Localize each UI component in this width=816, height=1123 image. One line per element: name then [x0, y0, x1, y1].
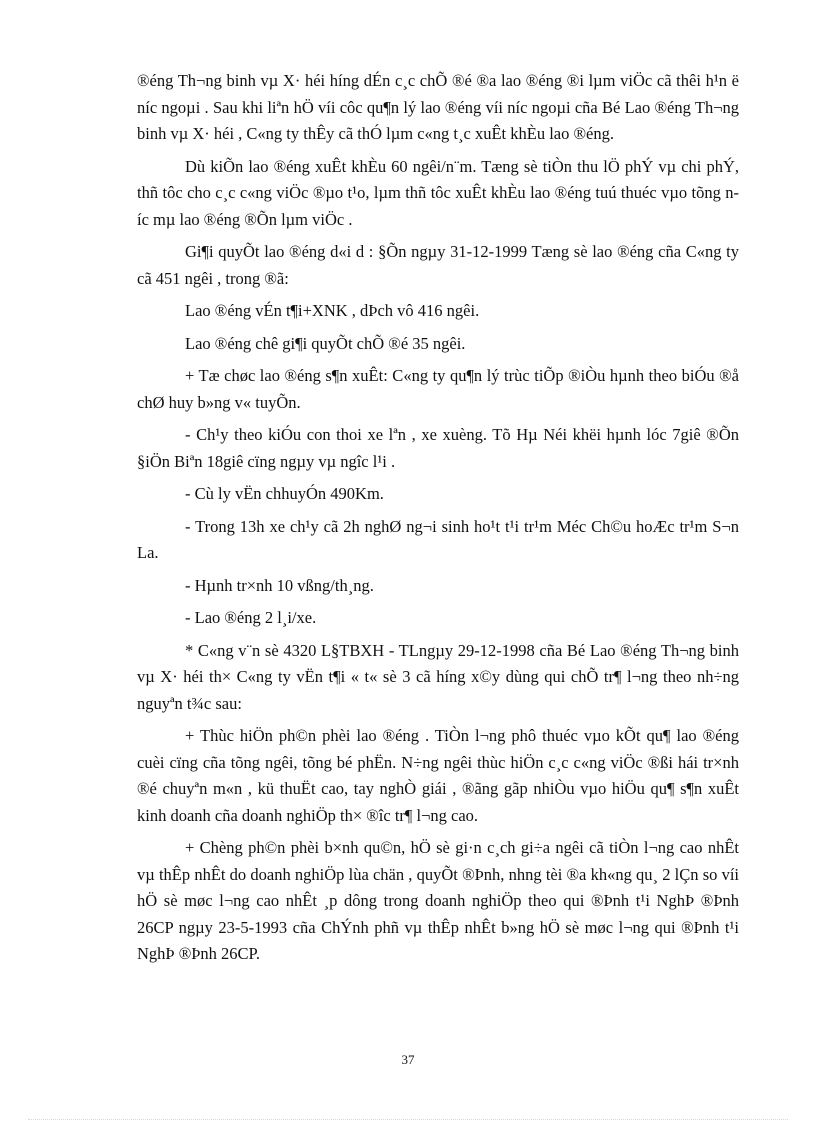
paragraph-7: - Ch¹y theo kiÓu con thoi xe lªn , xe xuèng. Tõ Hµ Néi khëi hµnh lóc 7giê ®Õn §iÖn Biªn 18giê cïng ngµy vµ ngîc l¹i .	[137, 425, 739, 471]
page-number: 37	[401, 1052, 415, 1067]
paragraph-11: - Lao ®éng 2 l¸i/xe.	[185, 608, 317, 627]
paragraph-10: - Hµnh tr×nh 10 vßng/th¸ng.	[185, 575, 374, 595]
paragraph-13: + Thùc hiÖn ph©n phèi lao ®éng . TiÒn l¬ng phô thuéc vµo kÕt qu¶ lao ®éng cuèi cïng cña tõng ngêi, tõng bé phËn. N÷ng ngêi thùc hiÖn c¸c c«ng viÖc ®ßi hái tr×nh ®é chuyªn m«n , kü thuËt cao, tay nghÒ giái , ®ãng gãp nhiÒu vµo hiÖu qu¶ s¶n xuÊt kinh doanh cña doanh nghiÖp th× ®îc tr¶ l¬ng cao.	[137, 726, 739, 825]
paragraph-2: Dù kiÕn lao ®éng xuÊt khÈu 60 ngêi/n¨m. Tæng sè tiÒn thu lÖ phÝ vµ chi phÝ, thñ tôc cho c¸c c«ng viÖc ®µo t¹o, lµm thñ tôc xuÊt khÈu lao ®éng tuú thuéc vµo tõng níc mµ lao ®éng ®Õn lµm viÖc .	[137, 156, 739, 229]
paragraph-12: * C«ng v¨n sè 4320 L§TBXH - TLngµy 29-12-1998 cña Bé Lao ®éng Th¬ng binh vµ X· héi th× C«ng ty vËn t¶i « t« sè 3 cã híng x©y dùng qui chÕ tr¶ l¬ng theo nh÷ng nguyªn t¾c sau:	[137, 640, 739, 713]
paragraph-4: Lao ®éng vÉn t¶i+XNK , dÞch vô 416 ngêi.	[185, 301, 480, 320]
page-bottom-edge	[28, 1119, 788, 1120]
paragraph-3: Gi¶i quyÕt lao ®éng d«i d : §Õn ngµy 31-12-1999 Tæng sè lao ®éng cña C«ng ty cã 451 ngêi , trong ®ã:	[137, 242, 739, 288]
paragraph-14: + Chèng ph©n phèi b×nh qu©n, hÖ sè gi·n c¸ch gi÷a ngêi cã tiÒn l¬ng cao nhÊt vµ thÊp nhÊt do doanh nghiÖp lùa chän , quyÕt ®Þnh, nhng tèi ®a kh«ng qu¸ 2 lÇn so víi hÖ sè møc l¬ng cao nhÊt ¸p dông trong doanh nghiÖp theo qui ®Þnh t¹i NghÞ ®Þnh 26CP ngµy 23-5-1993 cña ChÝnh phñ vµ thÊp nhÊt b»ng hÖ sè møc l¬ng qui ®Þnh t¹i NghÞ ®Þnh 26CP.	[137, 838, 739, 963]
paragraph-6: + Tæ chøc lao ®éng s¶n xuÊt: C«ng ty qu¶n lý trùc tiÕp ®iÒu hµnh theo biÓu ®å chØ huy b»ng v« tuyÕn.	[137, 366, 739, 412]
body-text	[137, 68, 739, 974]
paragraph-5: Lao ®éng chê gi¶i quyÕt chÕ ®é 35 ngêi.	[185, 333, 466, 353]
paragraph-1: ®éng Th¬ng binh vµ X· héi híng dÉn c¸c chÕ ®é ®a lao ®éng ®i lµm viÖc cã thêi h¹n ë níc ngoµi . Sau khi liªn hÖ víi côc qu¶n lý lao ®éng víi níc ngoµi cña Bé Lao ®éng Th¬ng binh vµ X· héi , C«ng ty thÊy cã thÓ lµm c«ng t¸c xuÊt khÈu lao ®éng.	[137, 71, 739, 143]
paragraph-8: - Cù ly vËn chhuyÓn 490Km.	[185, 484, 384, 503]
paragraph-9: - Trong 13h xe ch¹y cã 2h nghØ ng¬i sinh ho¹t t¹i tr¹m Méc Ch©u hoÆc tr¹m S¬n La.	[137, 516, 739, 562]
